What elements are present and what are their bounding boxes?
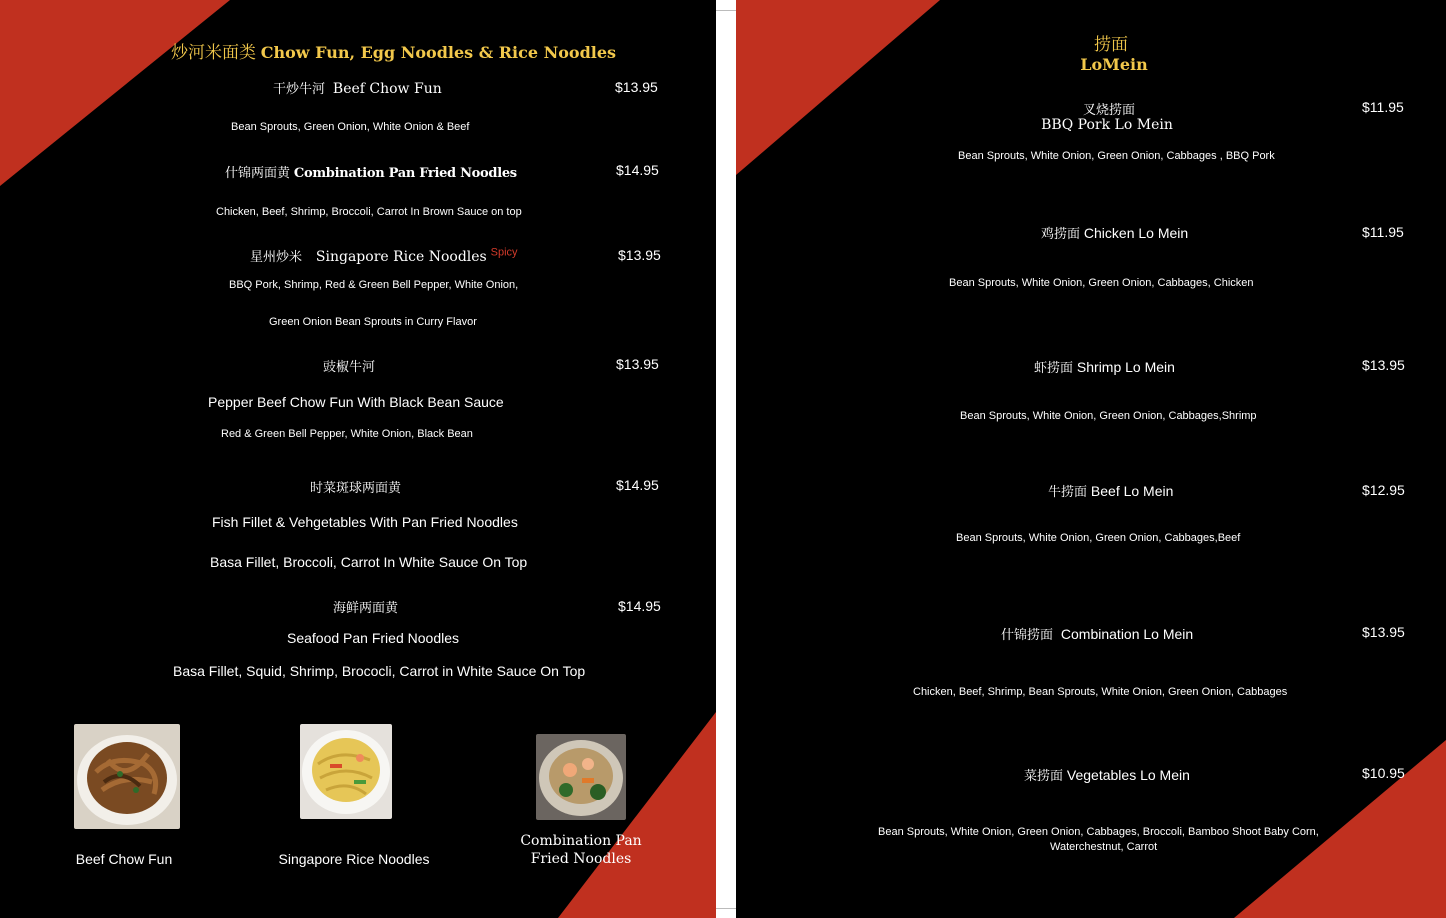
item-price: $11.95 xyxy=(1362,99,1404,115)
item-description: Chicken, Beef, Shrimp, Broccoli, Carrot In Brown Sauce on top xyxy=(216,206,522,218)
item-name-cn: 叉烧捞面 xyxy=(1082,102,1136,117)
item-name-cn: 豉椒牛河 xyxy=(323,359,376,374)
page-gap-line-top xyxy=(716,10,736,11)
item-name-en: Combination Lo Mein xyxy=(1060,626,1194,642)
item-name-en: Beef Chow Fun xyxy=(332,81,442,97)
combination-pan-fried-noodles-photo xyxy=(536,734,626,820)
item-name-cn: 时菜斑球两面黄 xyxy=(310,480,402,495)
item-name-cn: 星州炒米 xyxy=(250,249,303,264)
item-description: Basa Fillet, Squid, Shrimp, Brococli, Carrot in White Sauce On Top xyxy=(173,663,586,679)
item-name-cn: 菜捞面 xyxy=(1024,768,1064,783)
item-description: Bean Sprouts, White Onion, Green Onion, Cabbages , BBQ Pork xyxy=(958,150,1275,162)
item-name-cn: 虾捞面 xyxy=(1034,360,1074,375)
menu-item-name xyxy=(1024,765,1190,784)
spicy-tag: Spicy xyxy=(490,246,518,259)
item-description: BBQ Pork, Shrimp, Red & Green Bell Pepper, White Onion, xyxy=(229,279,519,291)
menu-item-name xyxy=(225,162,517,181)
item-description: Bean Sprouts, White Onion, Green Onion, Cabbages, Broccoli, Bamboo Shoot Baby Corn, xyxy=(878,826,1319,838)
page-gap-line-bottom xyxy=(716,908,736,909)
menu-page-left xyxy=(0,0,716,918)
item-name-en: BBQ Pork Lo Mein xyxy=(1041,117,1173,133)
item-name-en: Pepper Beef Chow Fun With Black Bean Sauce xyxy=(208,394,504,410)
item-name-en: Seafood Pan Fried Noodles xyxy=(287,630,459,646)
item-name-cn: 海鲜两面黄 xyxy=(333,600,399,615)
item-name-en: Combination Pan Fried Noodles xyxy=(293,166,517,181)
item-description: Chicken, Beef, Shrimp, Bean Sprouts, White Onion, Green Onion, Cabbages xyxy=(913,686,1288,698)
section-heading-cn: 炒河米面类 xyxy=(171,43,256,63)
photo-caption: Singapore Rice Noodles xyxy=(278,851,430,867)
menu-item-name xyxy=(1041,223,1188,242)
menu-item-name xyxy=(273,78,442,97)
item-name-cn: 什锦捞面 xyxy=(1001,627,1054,642)
item-name-en: Shrimp Lo Mein xyxy=(1076,359,1175,375)
item-name-cn: 干炒牛河 xyxy=(273,81,326,96)
item-price: $11.95 xyxy=(1362,224,1404,240)
section-heading-en: Chow Fun, Egg Noodles & Rice Noodles xyxy=(260,43,617,62)
menu-item-name xyxy=(1048,481,1173,500)
menu-page-right xyxy=(736,0,1446,918)
item-description: Red & Green Bell Pepper, White Onion, Black Bean xyxy=(221,428,473,440)
menu-item-name xyxy=(1001,624,1193,643)
photo-caption: Beef Chow Fun xyxy=(75,851,173,867)
section-heading xyxy=(171,38,616,63)
item-name-cn: 牛捞面 xyxy=(1048,484,1088,499)
item-price: $13.95 xyxy=(616,356,659,372)
item-price: $14.95 xyxy=(616,477,659,493)
item-description: Bean Sprouts, White Onion, Green Onion, Cabbages,Beef xyxy=(956,532,1241,544)
item-price: $13.95 xyxy=(1362,624,1405,640)
item-price: $13.95 xyxy=(615,79,658,95)
item-price: $13.95 xyxy=(618,247,661,263)
item-name-cn: 鸡捞面 xyxy=(1041,226,1081,241)
singapore-rice-noodles-photo xyxy=(300,724,392,819)
menu-item-name xyxy=(1034,357,1175,376)
section-heading-cn: 捞面 xyxy=(1094,35,1128,54)
photo-caption: Combination Pan Fried Noodles xyxy=(520,833,642,867)
item-description: Bean Sprouts, White Onion, Green Onion, Cabbages,Shrimp xyxy=(960,410,1257,422)
item-name-en: Beef Lo Mein xyxy=(1090,483,1174,499)
item-price: $14.95 xyxy=(618,598,661,614)
item-description: Basa Fillet, Broccoli, Carrot In White Sauce On Top xyxy=(210,554,528,570)
item-description: Bean Sprouts, White Onion, Green Onion, Cabbages, Chicken xyxy=(949,277,1254,289)
item-name-en: Fish Fillet & Vehgetables With Pan Fried Noodles xyxy=(212,514,518,530)
menu-item-name xyxy=(250,246,518,265)
item-price: $12.95 xyxy=(1362,482,1405,498)
item-description-line2: Green Onion Bean Sprouts in Curry Flavor xyxy=(269,316,477,328)
item-description: Bean Sprouts, Green Onion, White Onion & Beef xyxy=(231,121,470,133)
item-price: $10.95 xyxy=(1362,765,1405,781)
item-price: $14.95 xyxy=(616,162,659,178)
item-description-line2: Waterchestnut, Carrot xyxy=(1050,841,1158,853)
item-name-en: Singapore Rice Noodles xyxy=(315,249,487,265)
item-name-en: Vegetables Lo Mein xyxy=(1066,767,1190,783)
item-name-cn: 什锦两面黄 xyxy=(225,165,291,180)
item-name-en: Chicken Lo Mein xyxy=(1083,225,1189,241)
beef-chow-fun-photo xyxy=(74,724,180,829)
section-heading-en: LoMein xyxy=(1080,55,1148,74)
item-price: $13.95 xyxy=(1362,357,1405,373)
